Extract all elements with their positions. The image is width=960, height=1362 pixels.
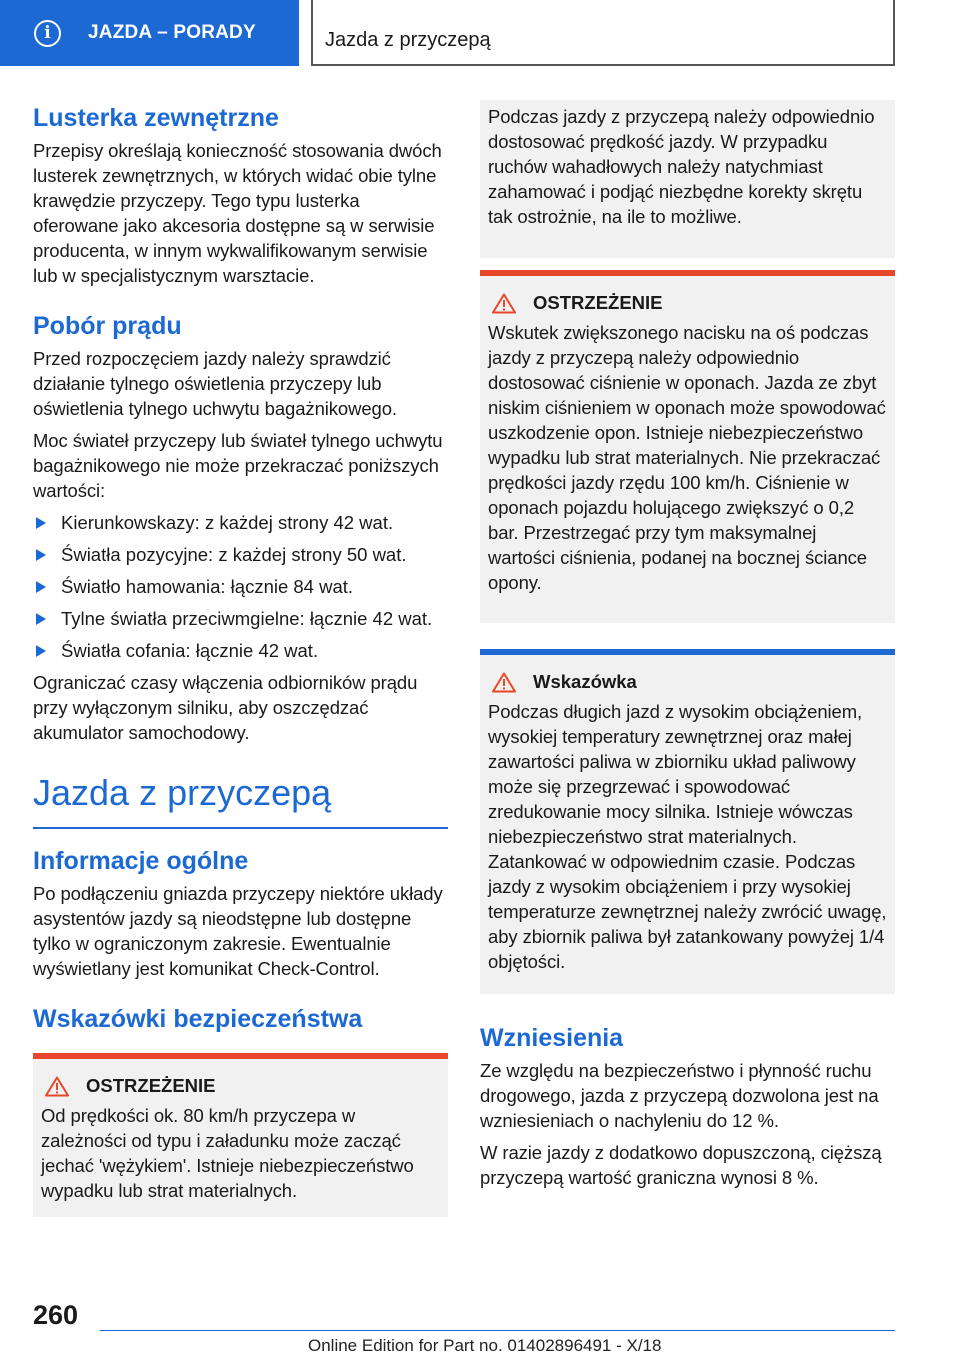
section-label: JAZDA – PORADY bbox=[88, 22, 256, 43]
list-item: Światło hamowania: łącznie 84 wat. bbox=[33, 574, 448, 599]
page-header bbox=[0, 0, 960, 66]
note-title bbox=[488, 669, 887, 695]
page-title: Jazda z przyczepą bbox=[325, 29, 491, 51]
warning-triangle-icon bbox=[45, 1076, 69, 1097]
right-column bbox=[480, 100, 895, 1197]
warning-title-text: OSTRZEŻENIE bbox=[533, 292, 663, 313]
section-mirrors bbox=[33, 100, 448, 288]
heading-general: Informacje ogólne bbox=[33, 847, 249, 875]
general-text: Po podłączeniu gniazda przyczepy niektóre układy asystentów jazdy są nieodstępne lub dostępne tylko w ograniczonym zakresie. Ewentualnie wyświetlany jest komunikat Check-Control. bbox=[33, 883, 443, 979]
warning-triangle-icon bbox=[492, 672, 516, 693]
heading-safety: Wskazówki bezpieczeństwa bbox=[33, 1005, 363, 1033]
list-item: Światła cofania: łącznie 42 wat. bbox=[33, 638, 448, 663]
list-item: Światła pozycyjne: z każdej strony 50 wat. bbox=[33, 542, 448, 567]
heading-mirrors: Lusterka zewnętrzne bbox=[33, 104, 279, 132]
section-inclines bbox=[480, 1020, 895, 1190]
warning-text: Od prędkości ok. 80 km/h przyczepa w zależności od typu i załadunku może zacząć jechać 'wężykiem'. Istnieje niebezpieczeństwo wypadku lub strat materialnych. bbox=[41, 1105, 414, 1201]
power-text-3: Ograniczać czasy włączenia odbiorników prądu przy wyłączonym silniku, aby oszczędzać akumulator samochodowy. bbox=[33, 672, 418, 743]
note-title-text: Wskazówka bbox=[533, 671, 637, 692]
chapter bbox=[33, 769, 448, 829]
continued-text: Podczas jazdy z przyczepą należy odpowiednio dostosować prędkość jazdy. W przypadku ruchów wahadłowych należy natychmiast zahamować i podjąć niezbędne korekty skrętu tak ostrożnie, na ile to możliwe. bbox=[488, 106, 875, 227]
power-text-1: Przed rozpoczęciem jazdy należy sprawdzić działanie tylnego oświetlenia przyczepy lub oświetlenia tylnego uchwytu bagażnikowego. bbox=[33, 348, 397, 419]
section-tab[interactable] bbox=[0, 0, 299, 66]
heading-inclines: Wzniesienia bbox=[480, 1024, 624, 1052]
info-icon: i bbox=[34, 20, 61, 47]
header-title-frame bbox=[311, 0, 895, 66]
section-general bbox=[33, 843, 448, 981]
footer-divider bbox=[100, 1330, 895, 1331]
warning-box bbox=[480, 270, 895, 623]
warning-box bbox=[33, 1053, 448, 1217]
section-power bbox=[33, 308, 448, 745]
note-box bbox=[480, 649, 895, 994]
mirrors-text: Przepisy określają konieczność stosowania dwóch lusterek zewnętrznych, w których widać obie tylne krawędzie przyczepy. Tego typu lusterka oferowane jako akcesoria dostępne są w serwisie producenta, w innym wykwalifikowanym serwisie lub w specjalistycznym warsztacie. bbox=[33, 140, 442, 286]
list-item: Kierunkowskazy: z każdej strony 42 wat. bbox=[33, 510, 448, 535]
warning-title-text: OSTRZEŻENIE bbox=[86, 1075, 216, 1096]
note-text: Podczas długich jazd z wysokim obciążeniem, wysokiej temperatury zewnętrznej oraz małej zawartości paliwa w zbiorniku układ paliwowy może się przegrzewać i spowodować zredukowanie mocy silnika. Istnieje wówczas niebezpieczeństwo strat materialnych. Zatankować w odpowiednim czasie. Podczas jazdy z wysokim obciążeniem i przy wysokiej temperaturze zewnętrznej należy zwrócić uwagę, aby zbiornik paliwa był zatankowany powyżej 1/4 objętości. bbox=[488, 701, 887, 972]
warning-title bbox=[488, 290, 887, 316]
warning-triangle-icon bbox=[492, 293, 516, 314]
left-column bbox=[33, 100, 448, 1217]
list-item: Tylne światła przeciwmgielne: łącznie 42 wat. bbox=[33, 606, 448, 631]
footer-edition: Online Edition for Part no. 01402896491 - X/18 bbox=[308, 1336, 662, 1355]
power-limits-list bbox=[33, 510, 448, 663]
chapter-heading: Jazda z przyczepą bbox=[33, 769, 448, 829]
section-safety bbox=[33, 1001, 448, 1217]
warning-text: Wskutek zwiększonego nacisku na oś podczas jazdy z przyczepą należy odpowiednio dostosować ciśnienie w oponach. Jazda ze zbyt niskim ciśnieniem w oponach może spowodować uszkodzenie opon. Istnieje niebezpieczeństwo wypadku lub strat materialnych. Nie przekraczać prędkości jazdy rzędu 100 km/h. Ciśnienie w oponach pojazdu holującego zwiększyć o 0,2 bar. Przestrzegać przy tym maksymalnej wartości ciśnienia, podanej na bocznej ściance opony. bbox=[488, 322, 886, 593]
power-text-2: Moc świateł przyczepy lub świateł tylnego uchwytu bagażnikowego nie może przekraczać poniższych wartości: bbox=[33, 430, 443, 501]
continued-box bbox=[480, 100, 895, 258]
inclines-text-1: Ze względu na bezpieczeństwo i płynność ruchu drogowego, jazda z przyczepą dozwolona jest na wzniesieniach o nachyleniu do 12 %. bbox=[480, 1060, 879, 1131]
page-number: 260 bbox=[33, 1300, 79, 1330]
inclines-text-2: W razie jazdy z dodatkowo dopuszczoną, cięższą przyczepą wartość graniczna wynosi 8 %. bbox=[480, 1142, 882, 1188]
warning-title bbox=[41, 1073, 440, 1099]
heading-power: Pobór prądu bbox=[33, 312, 182, 340]
